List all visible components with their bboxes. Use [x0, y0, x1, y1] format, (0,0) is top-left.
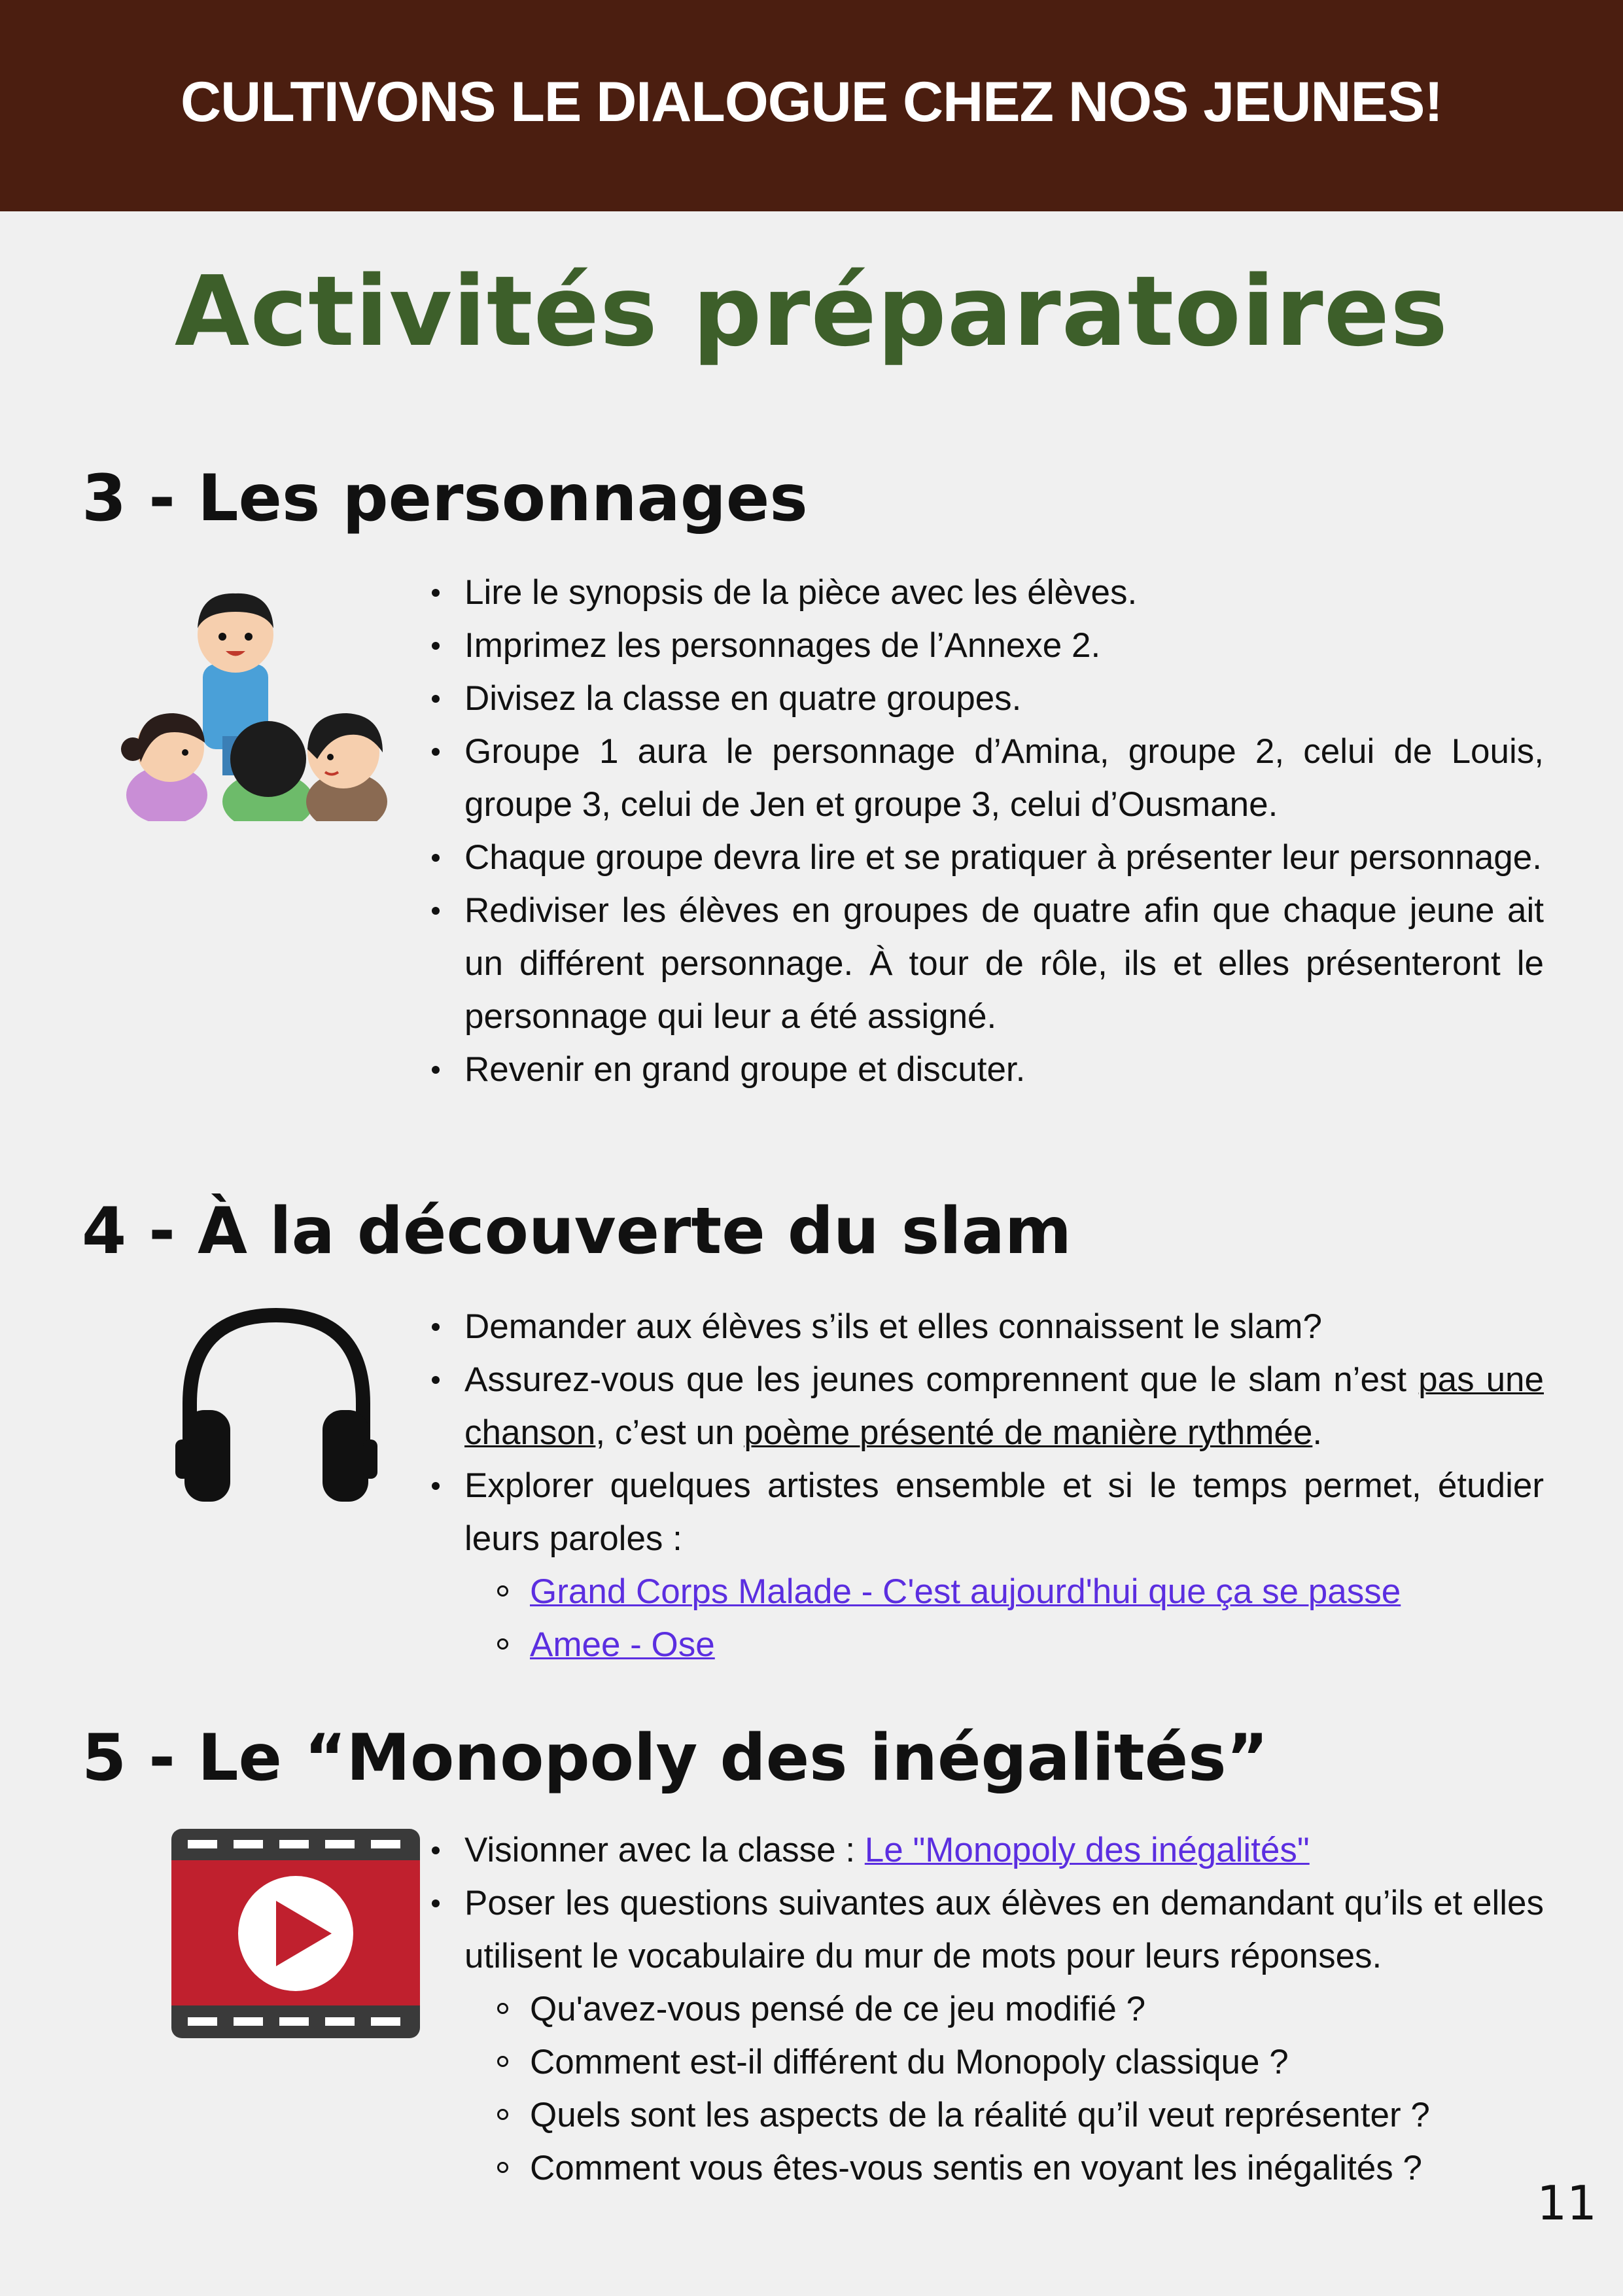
list-item: Revenir en grand groupe et discuter. — [419, 1043, 1544, 1096]
headphones-icon — [170, 1299, 383, 1511]
video-link-monopoly[interactable]: Le "Monopoly des inégalités" — [864, 1831, 1310, 1869]
section-heading-slam: 4 - À la découverte du slam — [82, 1194, 1072, 1269]
underlined-text: pas une chanson — [464, 1360, 1544, 1452]
sub-list-item — [464, 1618, 1544, 1671]
text-segment: Assurez-vous que les jeunes comprennent que le slam n’est — [464, 1360, 1419, 1399]
question-item: Comment est-il différent du Monopoly classique ? — [464, 2036, 1544, 2089]
artist-links — [464, 1565, 1544, 1671]
list-item: Lire le synopsis de la pièce avec les élèves. — [419, 566, 1544, 619]
list-item-text: Poser les questions suivantes aux élèves en demandant qu’ils et elles utilisent le vocabulaire du mur de mots pour leurs réponses. — [464, 1884, 1544, 1975]
list-item — [419, 1353, 1544, 1459]
list-item: Divisez la classe en quatre groupes. — [419, 672, 1544, 725]
section-heading-personnages: 3 - Les personnages — [82, 461, 808, 536]
question-item: Quels sont les aspects de la réalité qu’il veut représenter ? — [464, 2089, 1544, 2142]
question-item: Qu'avez-vous pensé de ce jeu modifié ? — [464, 1983, 1544, 2036]
page-title: Activités préparatoires — [174, 255, 1449, 368]
artist-link-amee[interactable]: Amee - Ose — [530, 1625, 715, 1664]
personnages-list — [419, 566, 1544, 1096]
children-group-icon — [114, 586, 396, 824]
list-item: Groupe 1 aura le personnage d’Amina, groupe 2, celui de Louis, groupe 3, celui de Jen et groupe 3, celui d’Ousmane. — [419, 725, 1544, 831]
question-item: Comment vous êtes-vous sentis en voyant les inégalités ? — [464, 2142, 1544, 2195]
section-heading-monopoly: 5 - Le “Monopoly des inégalités” — [82, 1721, 1268, 1795]
list-item: Rediviser les élèves en groupes de quatre afin que chaque jeune ait un différent personnage. À tour de rôle, ils et elles présenteront le personnage qui leur a été assigné. — [419, 884, 1544, 1043]
list-item — [419, 1824, 1544, 1877]
list-item-text: Explorer quelques artistes ensemble et si le temps permet, étudier leurs paroles : — [464, 1466, 1544, 1558]
text-segment: , c’est un — [595, 1413, 744, 1452]
monopoly-list — [419, 1824, 1544, 2195]
list-item: Chaque groupe devra lire et se pratiquer à présenter leur personnage. — [419, 831, 1544, 884]
slam-list — [419, 1300, 1544, 1671]
questions-list — [464, 1983, 1544, 2195]
video-play-icon — [171, 1829, 420, 2041]
underlined-text: poème présenté de manière rythmée — [744, 1413, 1313, 1452]
sub-list-item — [464, 1565, 1544, 1618]
banner-title: CULTIVONS LE DIALOGUE CHEZ NOS JEUNES! — [181, 71, 1442, 133]
list-item — [419, 1459, 1544, 1671]
list-item: Imprimez les personnages de l’Annexe 2. — [419, 619, 1544, 672]
list-item — [419, 1877, 1544, 2195]
artist-link-grand-corps-malade[interactable]: Grand Corps Malade - C'est aujourd'hui que ça se passe — [530, 1572, 1401, 1611]
text-segment: . — [1312, 1413, 1323, 1452]
page-number: 11 — [1537, 2176, 1597, 2231]
header-banner — [0, 0, 1623, 211]
list-item-text: Visionner avec la classe : — [464, 1831, 865, 1869]
list-item: Demander aux élèves s’ils et elles connaissent le slam? — [419, 1300, 1544, 1353]
